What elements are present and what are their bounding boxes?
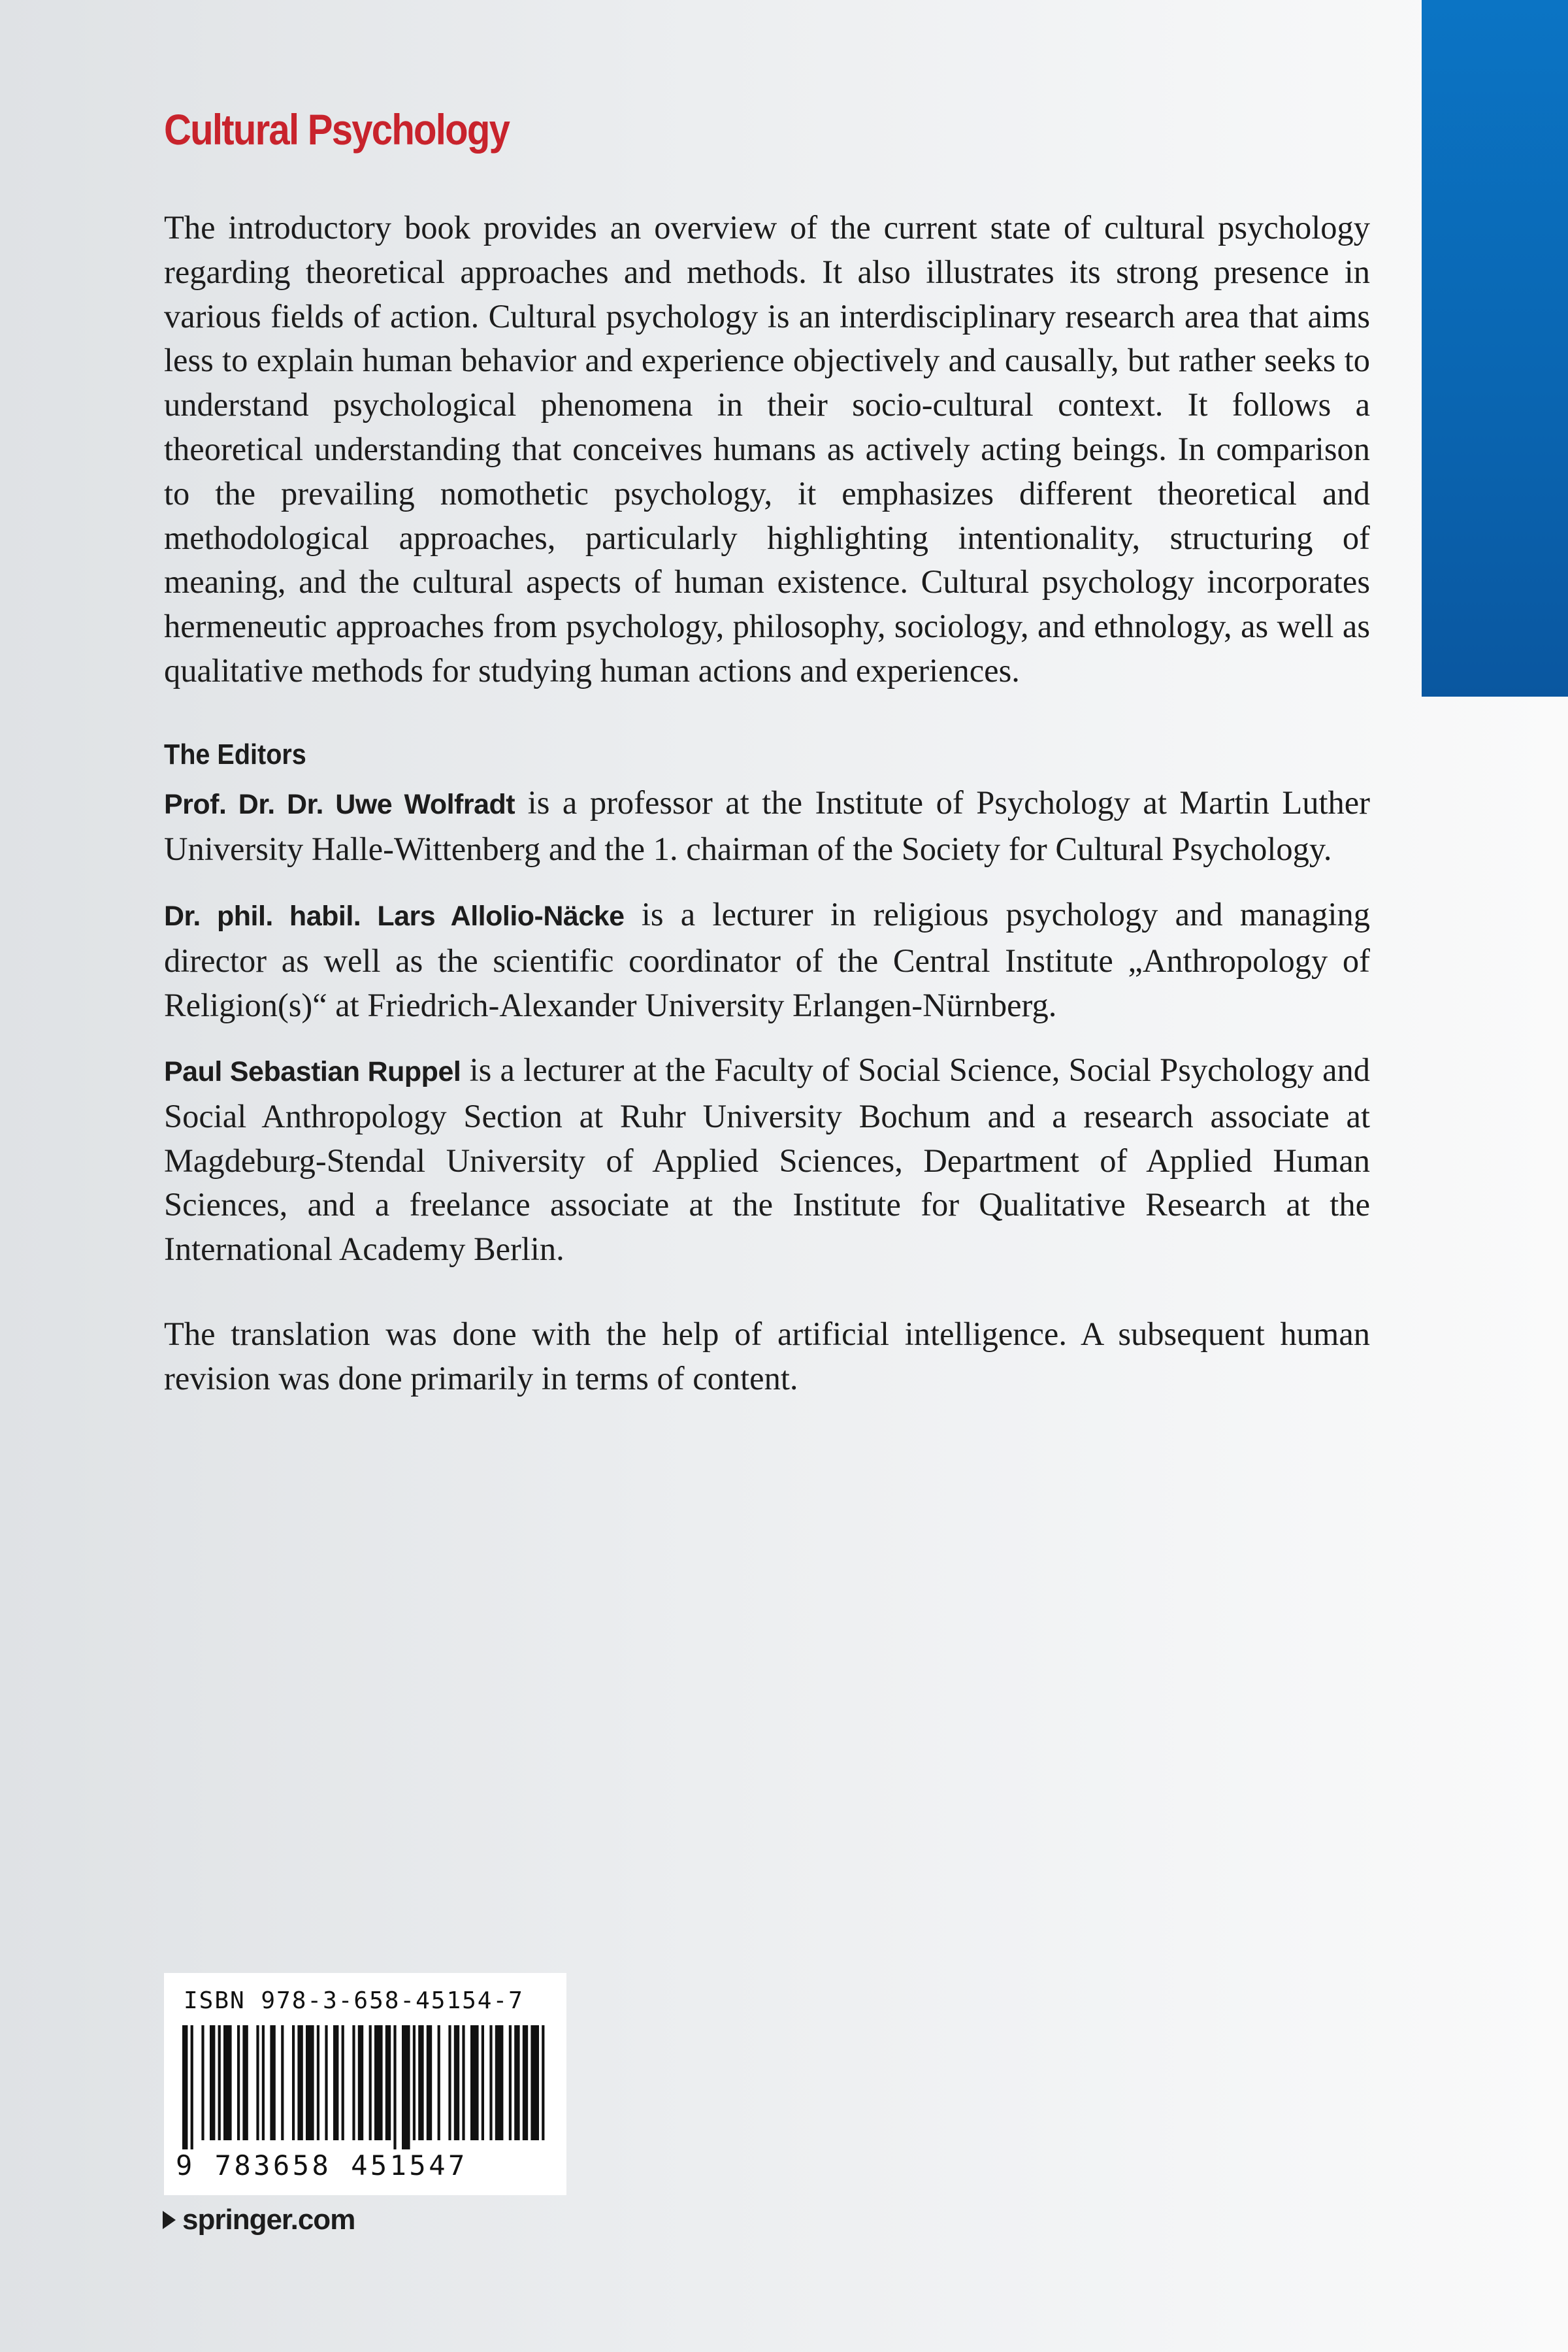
- book-description: The introductory book provides an overview of the current state of cultural psychology regarding theoretical approaches and methods. It also illustrates its strong presence in various fields of action. Cultural psychology is an interdisciplinary research area that aims less to explain human behavior and experience objectively and causally, but rather seeks to understand psychological phenomena in their socio-cultural context. It follows a theoretical understanding that conceives humans as actively acting beings. In comparison to the prevailing nomothetic psychology, it emphasizes different theoretical and methodological approaches, particularly highlighting intentionality, structuring of meaning, and the cultural aspects of human existence. Cultural psychology incorporates hermeneutic approaches from psychology, philosophy, sociology, and ethnology, as well as qualitative methods for studying human actions and experiences.: [164, 209, 1370, 689]
- barcode-bar: [358, 2025, 363, 2140]
- barcode-bar: [489, 2025, 492, 2140]
- publisher-url: springer.com: [182, 2204, 355, 2236]
- barcode-bar: [256, 2025, 259, 2140]
- editor-bio-text: is a lecturer at the Faculty of Social Science, Social Psychology and Social Anthropology Section at Ruhr University Bochum and a research associate at Magdeburg-Stendal University of Applied Sciences, Department of Applied Human Sciences, and a freelance associate at the Institute for Qualitative Research at the International Academy Berlin.: [164, 1052, 1370, 1268]
- editor-name: Prof. Dr. Dr. Uwe Wolfradt: [164, 789, 515, 820]
- editor-bio-allolio-naecke: [164, 893, 1370, 1027]
- barcode-bar: [462, 2025, 465, 2140]
- barcode-bar: [306, 2025, 314, 2140]
- barcode-bar: [448, 2025, 451, 2140]
- barcode-bar: [270, 2025, 275, 2140]
- barcode-image: [177, 2025, 553, 2149]
- barcode-digits: 9 783658 451547: [176, 2149, 468, 2181]
- barcode-bar: [333, 2025, 338, 2140]
- editor-name: Paul Sebastian Ruppel: [164, 1056, 461, 1087]
- book-title: Cultural Psychology: [164, 105, 510, 154]
- barcode-bar: [418, 2025, 423, 2140]
- editor-bio-text: is a lecturer in religious psychology and managing director as well as the scientific coordinator of the Central Institute „Anthropology of Religion(s)“ at Friedrich-Alexander University Erlangen-Nürnberg.: [164, 896, 1370, 1023]
- barcode-bar: [262, 2025, 265, 2140]
- barcode-bar: [427, 2025, 432, 2140]
- barcode-bar: [514, 2025, 519, 2140]
- barcode-bar: [352, 2025, 355, 2140]
- barcode-bar: [191, 2025, 193, 2149]
- barcode-bar: [495, 2025, 504, 2140]
- isbn-barcode-block: [164, 1973, 566, 2195]
- barcode-bar: [509, 2025, 512, 2140]
- barcode-bar: [242, 2025, 248, 2140]
- barcode-bar: [210, 2025, 215, 2140]
- barcode-bar: [470, 2025, 479, 2140]
- barcode-bar: [523, 2025, 528, 2140]
- editors-heading: The Editors: [164, 738, 306, 770]
- barcode-bar: [542, 2025, 544, 2140]
- barcode-bar: [402, 2025, 410, 2149]
- barcode-bar: [454, 2025, 459, 2140]
- editor-name: Dr. phil. habil. Lars Allolio-Näcke: [164, 901, 625, 932]
- arrow-right-icon: [163, 2211, 176, 2229]
- isbn-label: ISBN 978-3-658-45154-7: [184, 1987, 524, 2014]
- barcode-bar: [393, 2025, 396, 2149]
- barcode-bar: [297, 2025, 302, 2140]
- translation-note: The translation was done with the help of artificial intelligence. A subsequent human revision was done primarily in terms of content.: [164, 1316, 1370, 1397]
- barcode-bar: [342, 2025, 344, 2140]
- barcode-bar: [317, 2025, 319, 2140]
- barcode-bar: [182, 2025, 188, 2149]
- editor-bio-ruppel: [164, 1048, 1370, 1272]
- spine-color-bar: [1422, 0, 1568, 697]
- barcode-bar: [201, 2025, 204, 2140]
- barcode-bar: [374, 2025, 383, 2140]
- barcode-bar: [385, 2025, 391, 2140]
- barcode-bar: [281, 2025, 284, 2140]
- barcode-bar: [223, 2025, 232, 2140]
- barcode-bar: [325, 2025, 327, 2140]
- barcode-bar: [438, 2025, 440, 2140]
- publisher-link[interactable]: [163, 2204, 355, 2236]
- editor-bio-text: is a professor at the Institute of Psychology at Martin Luther University Halle-Wittenberg and the 1. chairman of the Society for Cultural Psychology.: [164, 784, 1370, 867]
- barcode-bar: [531, 2025, 539, 2140]
- barcode-bar: [413, 2025, 416, 2140]
- barcode-bar: [482, 2025, 484, 2140]
- barcode-bar: [237, 2025, 240, 2140]
- editor-bio-wolfradt: [164, 781, 1370, 872]
- barcode-bar: [369, 2025, 372, 2140]
- barcode-bar: [218, 2025, 221, 2140]
- barcode-bar: [292, 2025, 295, 2140]
